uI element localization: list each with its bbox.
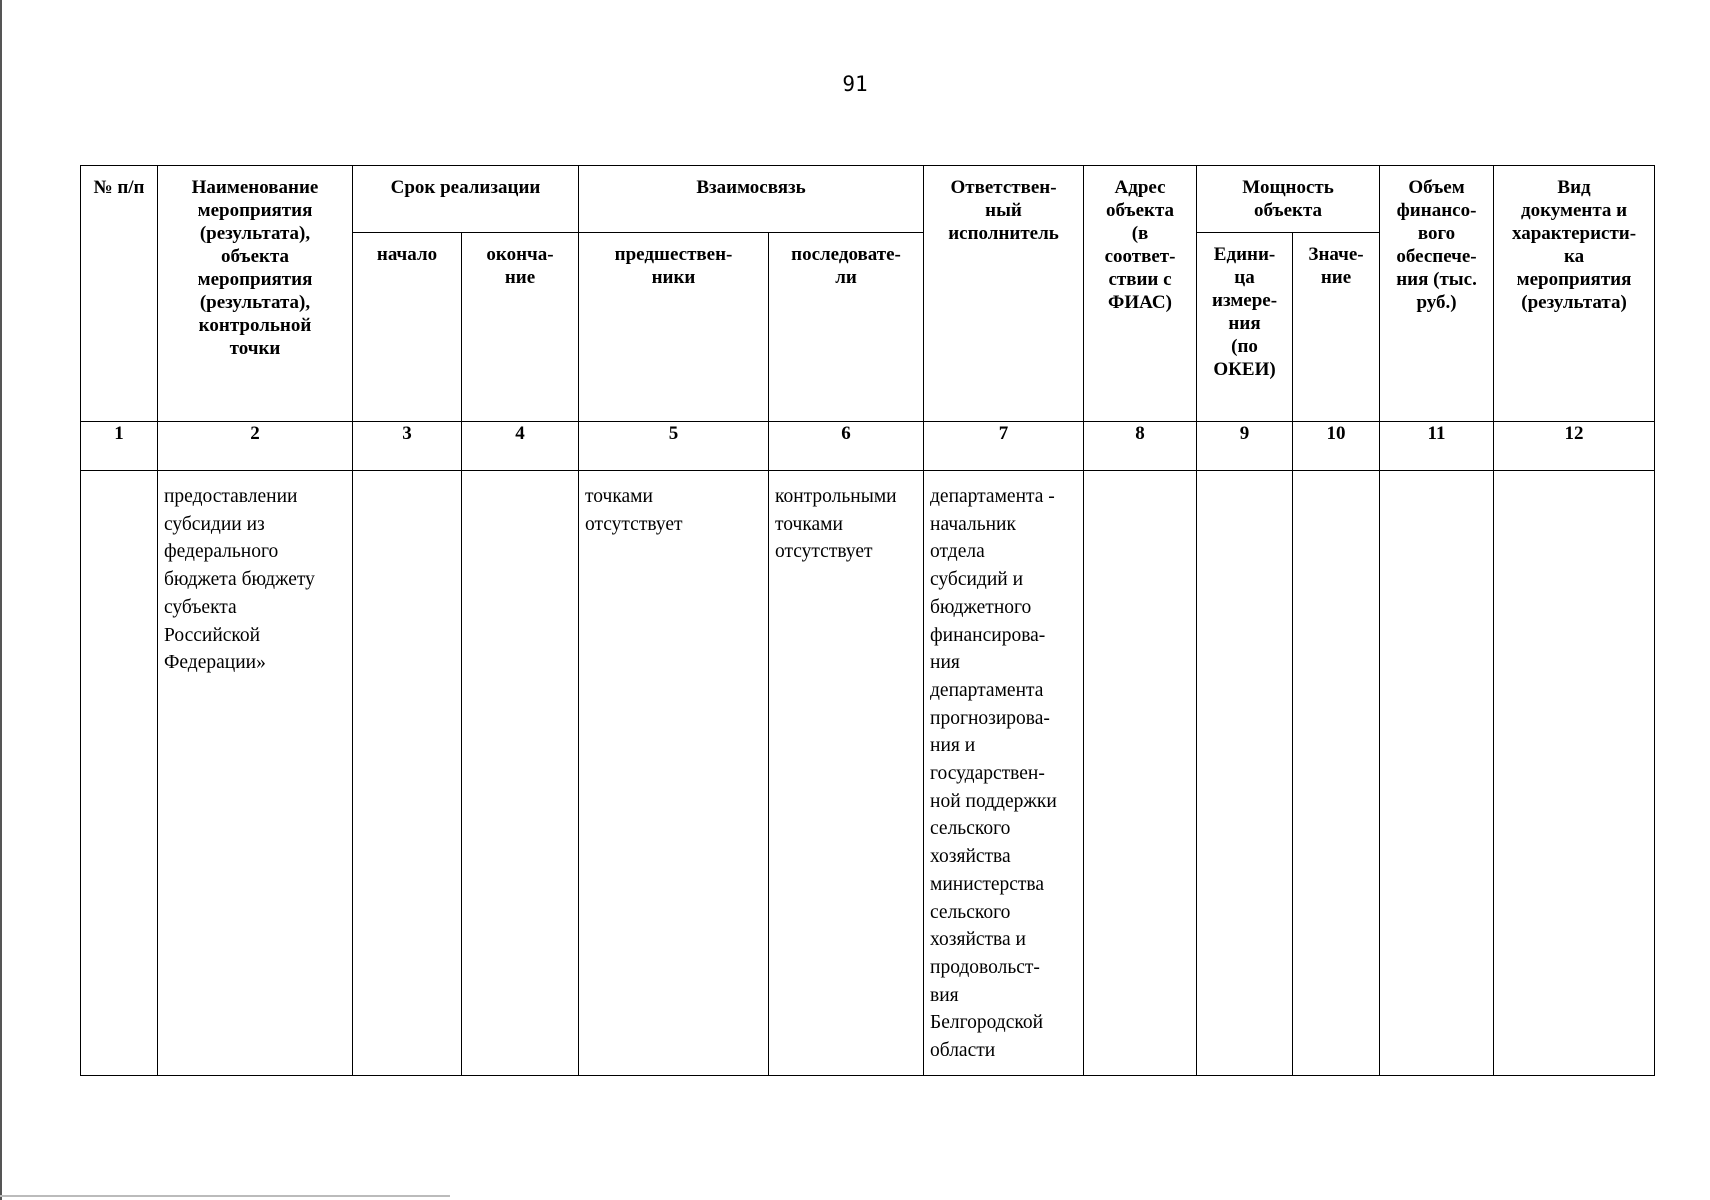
cell-responsible: департамента - начальник отдела субсидий и бюджетного финансирова- ния департамента прогнозирова- ния и государствен- ной поддержки сельского хозяйства министерства сельского хозяйства и продовольст- вия Белгородской области <box>924 471 1084 1076</box>
header-address: Адрес объекта (в соответ- ствии с ФИАС) <box>1084 166 1197 422</box>
column-number: 2 <box>158 422 353 471</box>
header-event-name: Наименование мероприятия (результата), объекта мероприятия (результата), контрольной точки <box>158 166 353 422</box>
column-number: 1 <box>81 422 158 471</box>
column-number: 3 <box>353 422 462 471</box>
column-number: 8 <box>1084 422 1197 471</box>
header-row-1 <box>81 166 1655 233</box>
cell-end <box>462 471 579 1076</box>
table-row <box>81 471 1655 1076</box>
header-end: оконча- ние <box>462 233 579 422</box>
header-capacity: Мощность объекта <box>1197 166 1380 233</box>
events-table <box>80 165 1655 1076</box>
header-number: № п/п <box>81 166 158 422</box>
cell-successors: контрольными точками отсутствует <box>769 471 924 1076</box>
cell-predecessors: точками отсутствует <box>579 471 769 1076</box>
column-number: 7 <box>924 422 1084 471</box>
column-numbers-row <box>81 422 1655 471</box>
cell-number <box>81 471 158 1076</box>
cell-event-name: предоставлении субсидии из федерального бюджета бюджету субъекта Российской Федерации» <box>158 471 353 1076</box>
page-number: 91 <box>842 72 868 96</box>
header-predecessors: предшествен- ники <box>579 233 769 422</box>
cell-address <box>1084 471 1197 1076</box>
header-value: Значе- ние <box>1293 233 1380 422</box>
header-implementation-period: Срок реализации <box>353 166 579 233</box>
page-bottom-shadow <box>0 1195 450 1197</box>
cell-document-type <box>1494 471 1655 1076</box>
column-number: 4 <box>462 422 579 471</box>
header-responsible: Ответствен- ный исполнитель <box>924 166 1084 422</box>
header-successors: последовате- ли <box>769 233 924 422</box>
column-number: 5 <box>579 422 769 471</box>
column-number: 6 <box>769 422 924 471</box>
column-number: 11 <box>1380 422 1494 471</box>
header-start: начало <box>353 233 462 422</box>
column-number: 10 <box>1293 422 1380 471</box>
header-relationship: Взаимосвязь <box>579 166 924 233</box>
header-unit: Едини- ца измере- ния (по ОКЕИ) <box>1197 233 1293 422</box>
cell-unit <box>1197 471 1293 1076</box>
cell-funding <box>1380 471 1494 1076</box>
header-document-type: Вид документа и характеристи- ка мероприятия (результата) <box>1494 166 1655 422</box>
header-funding: Объем финансо- вого обеспече- ния (тыс. руб.) <box>1380 166 1494 422</box>
cell-value <box>1293 471 1380 1076</box>
page-left-edge <box>0 0 2 1200</box>
column-number: 12 <box>1494 422 1655 471</box>
column-number: 9 <box>1197 422 1293 471</box>
cell-start <box>353 471 462 1076</box>
